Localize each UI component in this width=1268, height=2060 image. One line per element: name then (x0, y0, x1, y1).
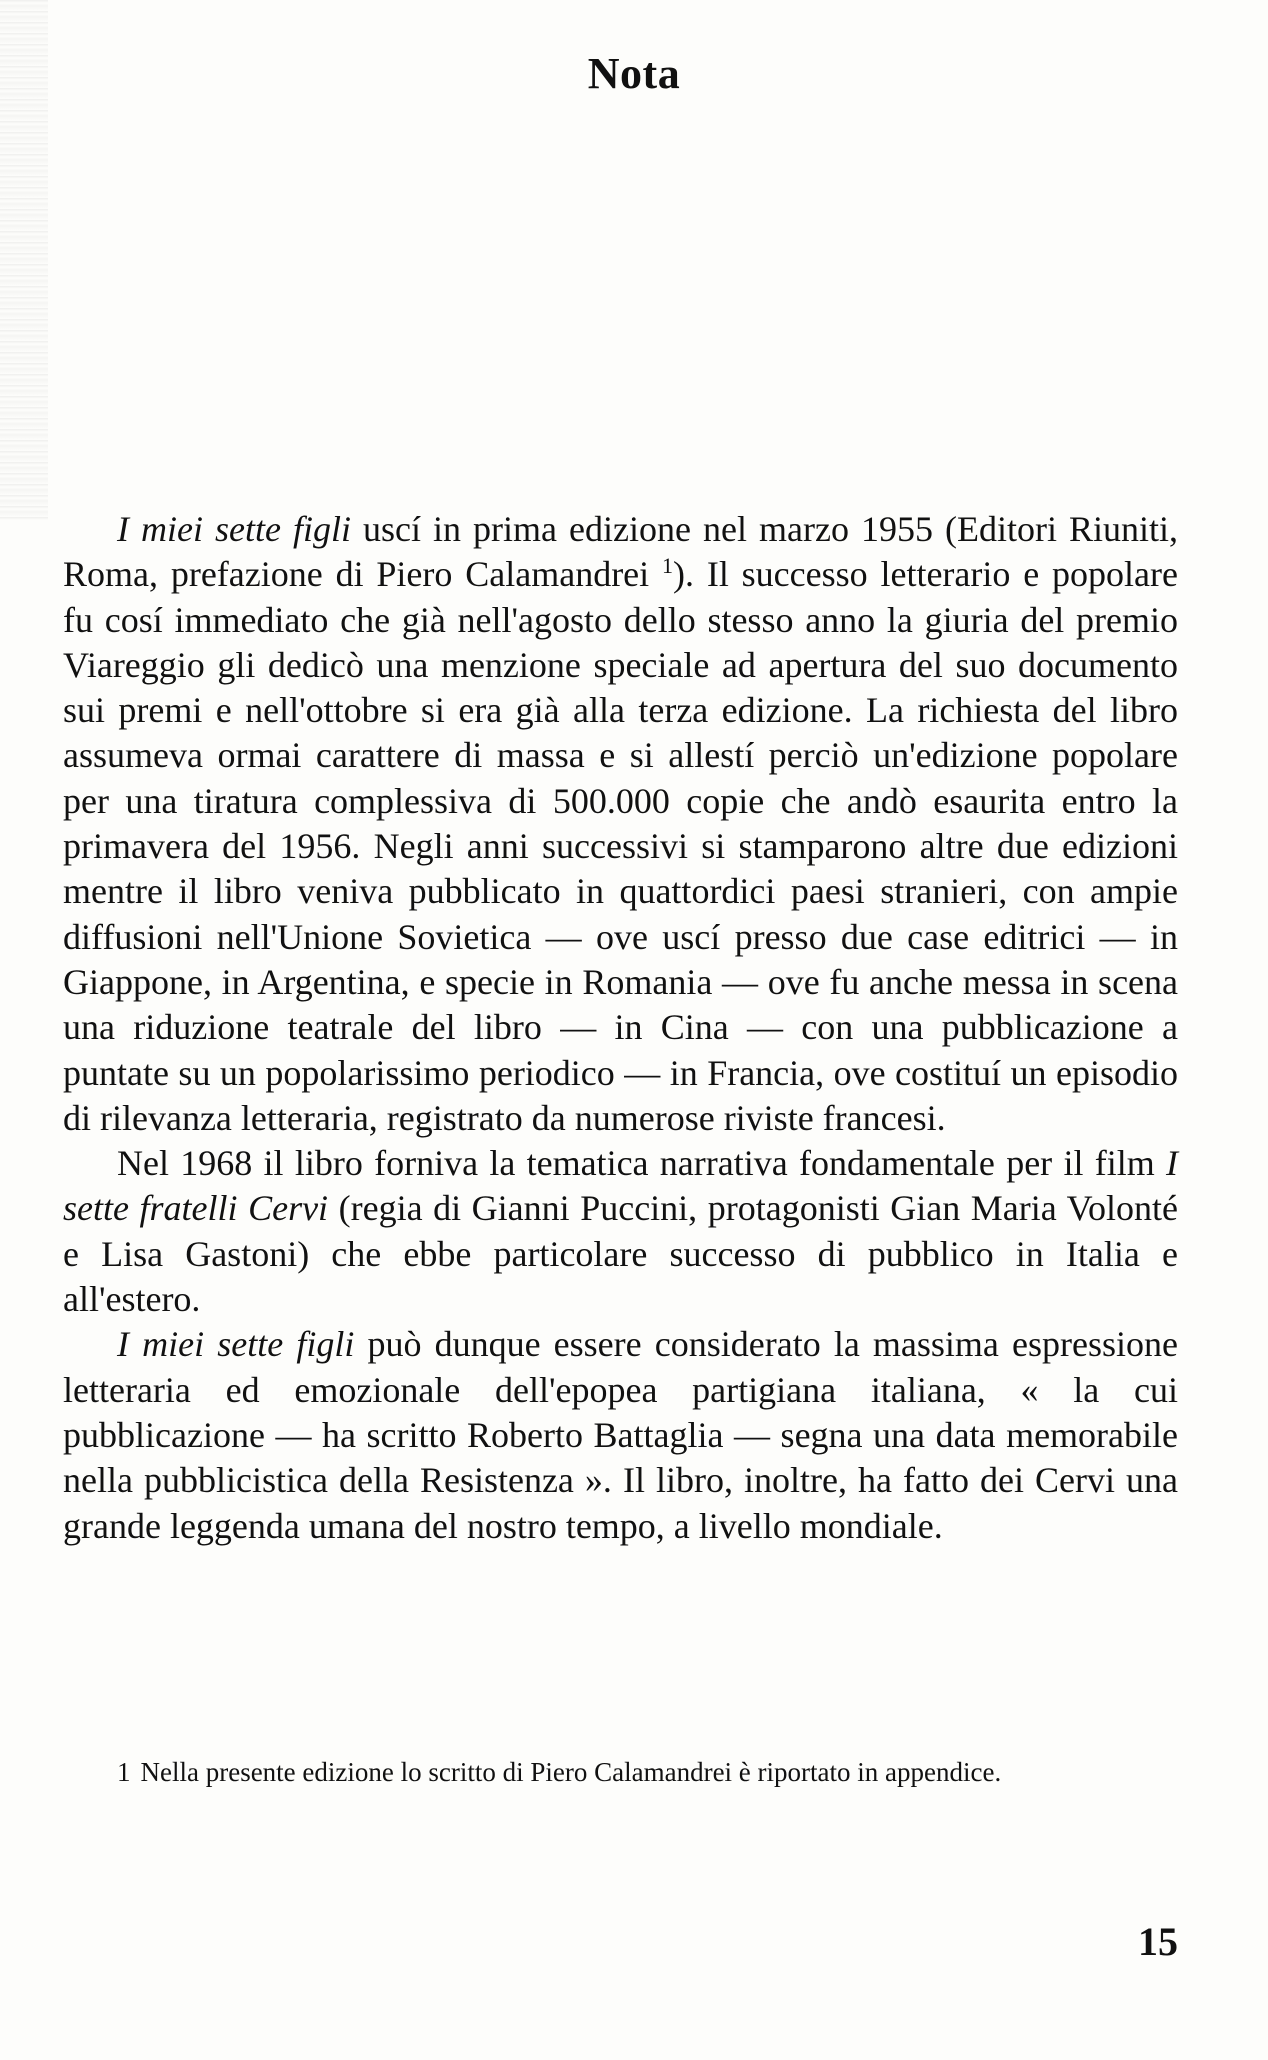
paragraph-text: ). Il successo letterario e popolare fu cosí immediato che già nell'agosto dello stesso anno la giuria del premio Viareggio gli dedicò una menzione speciale ad apertura del suo documento sui premi e nell'ottobre si era già alla terza edizione. La richiesta del libro assumeva ormai carattere di massa e si allestí perciò un'edizione popolare per una tiratura complessiva di 500.000 copie che andò esaurita entro la primavera del 1956. Negli anni successivi si stamparono altre due edizioni mentre il libro veniva pubblicato in quattordici paesi stranieri, con ampie diffusioni nell'Unione Sovietica — ove uscí presso due case editrici — in Giappone, in Argentina, e specie in Romania — ove fu anche messa in scena una riduzione teatrale del libro — in Cina — con una pubblicazione a puntate su un popolarissimo periodico — in Francia, ove costituí un episodio di rilevanza letteraria, registrato da numerose riviste francesi. (63, 554, 1178, 1138)
footnote-number: 1 (117, 1757, 131, 1787)
body-text (63, 507, 1178, 1549)
book-title-italic: I miei sette figli (117, 1324, 355, 1365)
footnote-text: Nella presente edizione lo scritto di Piero Calamandrei è riportato in appendice. (140, 1757, 1002, 1787)
paragraph-text: può dunque essere considerato la massima espressione letteraria ed emozionale dell'epopea partigiana italiana, « la cui pubblicazione — ha scritto Roberto Battaglia — segna una data memorabile nella pubblicistica della Resistenza ». Il libro, inoltre, ha fatto dei Cervi una grande leggenda umana del nostro tempo, a livello mondiale. (63, 1324, 1178, 1546)
footnote (63, 1754, 1178, 1791)
paragraph-text: uscí in prima edizione nel marzo 1955 (Editori Riuniti, Roma, prefazione di Piero Calamandrei (63, 509, 1179, 595)
paragraph-2 (63, 1141, 1178, 1322)
page-number: 15 (1138, 1919, 1178, 1964)
paragraph-1 (63, 507, 1178, 1141)
footnote-reference: 1 (662, 553, 673, 579)
page-title: Nota (587, 49, 681, 98)
paragraph-text: Nel 1968 il libro forniva la tematica narrativa fondamentale per il film (117, 1143, 1166, 1184)
book-title-italic: I miei sette figli (117, 509, 352, 549)
paragraph-3 (63, 1322, 1178, 1548)
film-title-italic: I sette fratelli Cervi (63, 1143, 1178, 1229)
paragraph-text: (regia di Gianni Puccini, protagonisti Gian Maria Volonté e Lisa Gastoni) che ebbe particolare successo di pubblico in Italia e all'estero. (63, 1188, 1178, 1320)
